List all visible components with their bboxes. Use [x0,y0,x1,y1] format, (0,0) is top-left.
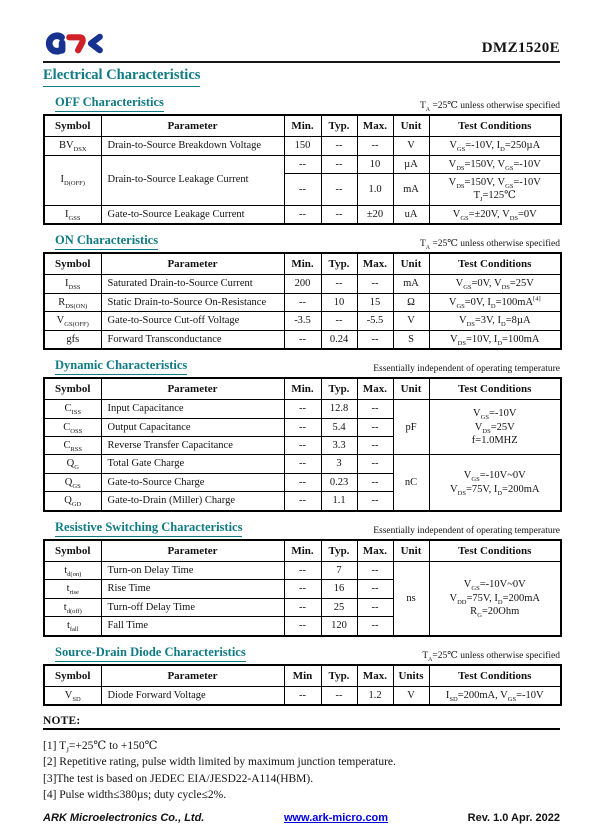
cell-min: -- [284,580,321,598]
cell-parameter: Gate-to-Source Leakage Current [101,205,284,224]
section-title: Resistive Switching Characteristics [55,520,242,537]
section-title: Dynamic Characteristics [55,358,187,375]
section-title: OFF Characteristics [55,95,164,112]
cell-test-conditions: $V_{DS}=150V$, $V_{GS}=-10V$ [429,155,561,173]
cell-max: 1.0 [357,173,393,205]
column-header-min: Min. [284,378,321,400]
section-title: Source-Drain Diode Characteristics [55,645,246,662]
column-header-min: Min. [284,115,321,137]
characteristics-sections [43,95,560,706]
cell-symbol: $C_{OSS}$ [44,418,101,436]
footer-website-link[interactable]: www.ark-micro.com [283,812,389,824]
cell-max: -- [357,455,393,473]
section-condition-note: $T_A$ =25℃ unless otherwise specified [419,239,560,252]
cell-parameter: Gate-to-Source Charge [101,473,284,491]
section-off-characteristics [43,95,560,225]
header-row [44,115,561,137]
note-item: [2] Repetitive rating, pulse width limited by maximum junction temperature. [43,756,396,769]
notes-label: NOTE: [43,715,81,728]
column-header-test-conditions: Test Conditions [429,540,561,562]
note-item: [4] Pulse width≤380µs; duty cycle≤2%. [43,789,227,802]
cell-test-conditions: $V_{GS}=\pm 20V$, $V_{DS}=0V$ [429,205,561,224]
column-header-typ: Typ. [321,540,357,562]
cell-parameter: Static Drain-to-Source On-Resistance [101,293,284,311]
column-header-unit: Unit [393,253,429,275]
section-heading-row [43,95,560,112]
cell-unit: nC [393,455,429,511]
cell-test-conditions: $I_{SD}=200mA$, $V_{GS}=-10V$ [429,686,561,705]
column-header-max: Max. [357,665,393,687]
cell-unit: µA [393,155,429,173]
cell-symbol: $t_{d(on)}$ [44,561,101,579]
column-header-parameter: Parameter [101,378,284,400]
cell-typ: 16 [321,580,357,598]
section-dynamic-characteristics [43,358,560,512]
cell-typ: -- [321,205,357,224]
column-header-test-conditions: Test Conditions [429,115,561,137]
cell-parameter: Turn-off Delay Time [101,598,284,616]
table-row [44,455,561,473]
cell-symbol: $V_{SD}$ [44,686,101,705]
column-header-typ: Typ. [321,378,357,400]
cell-min: -- [284,173,321,205]
cell-max: -- [357,275,393,293]
resistive-switching-characteristics-table [43,539,562,637]
notes-rule [43,728,560,730]
cell-max: 10 [357,155,393,173]
cell-max: -- [357,598,393,616]
cell-max: 1.2 [357,686,393,705]
cell-parameter: Input Capacitance [101,400,284,418]
cell-typ: -- [321,686,357,705]
cell-parameter: Drain-to-Source Leakage Current [101,155,284,205]
column-header-unit: Unit [393,540,429,562]
column-header-symbol: Symbol [44,253,101,275]
section-condition-note: Essentially independent of operating temperature [373,525,560,536]
note-item: [3]The test is based on JEDEC EIA/JESD22-A114(HBM). [43,772,314,785]
cell-parameter: Gate-to-Drain (Miller) Charge [101,492,284,511]
cell-max: -- [357,137,393,155]
cell-typ: -- [321,275,357,293]
section-heading-row [43,520,560,537]
cell-max: -- [357,580,393,598]
column-header-unit: Unit [393,115,429,137]
header-row [44,253,561,275]
section-source-drain-diode-characteristics [43,645,560,707]
cell-max: -- [357,437,393,455]
cell-typ: 5.4 [321,418,357,436]
cell-unit: pF [393,400,429,455]
cell-symbol: $t_{rise}$ [44,580,101,598]
footer-company: ARK Microelectronics Co., Ltd. [43,812,205,824]
column-header-symbol: Symbol [44,378,101,400]
cell-parameter: Gate-to-Source Cut-off Voltage [101,312,284,330]
cell-min: 150 [284,137,321,155]
cell-parameter: Fall Time [101,617,284,636]
column-header-symbol: Symbol [44,540,101,562]
cell-symbol: $BV_{DSX}$ [44,137,101,155]
cell-min: -- [284,437,321,455]
cell-typ: -- [321,137,357,155]
part-number: DMZ1520E [481,40,560,56]
cell-max: -- [357,330,393,349]
cell-min: 200 [284,275,321,293]
table-row [44,275,561,293]
table-row [44,155,561,173]
footer-revision: Rev. 1.0 Apr. 2022 [467,812,560,824]
column-header-max: Max. [357,253,393,275]
cell-test-conditions: $V_{GS}=0V$, $I_D=100mA[4]$ [429,293,561,311]
cell-test-conditions: $V_{DS}=3V$, $I_D=8\mu A$ [429,312,561,330]
table-row [44,137,561,155]
ark-logo [43,29,107,58]
cell-typ: 120 [321,617,357,636]
column-header-max: Max. [357,115,393,137]
table-row [44,293,561,311]
cell-test-conditions: $V_{GS}=0V$, $V_{DS}=25V$ [429,275,561,293]
table-row [44,312,561,330]
cell-parameter: Turn-on Delay Time [101,561,284,579]
cell-test-conditions: $V_{DS}=10V$, $I_D=100mA$ [429,330,561,349]
cell-typ: -- [321,155,357,173]
cell-min: -- [284,561,321,579]
column-header-symbol: Symbol [44,665,101,687]
column-header-test-conditions: Test Conditions [429,665,561,687]
cell-symbol: $C_{ISS}$ [44,400,101,418]
column-header-max: Max. [357,540,393,562]
column-header-parameter: Parameter [101,253,284,275]
cell-typ: 10 [321,293,357,311]
cell-max: -- [357,561,393,579]
cell-parameter: Drain-to-Source Breakdown Voltage [101,137,284,155]
column-header-units: Units [393,665,429,687]
column-header-parameter: Parameter [101,115,284,137]
section-condition-note: $T_A$ =25℃ unless otherwise specified [419,101,560,113]
cell-min: -- [284,617,321,636]
cell-min: -- [284,418,321,436]
notes-list [43,738,560,803]
cell-min: -- [284,330,321,349]
header-row [44,540,561,562]
cell-test-conditions: $V_{DS}=150V$, $V_{GS}=-10V$ $T_J=125℃$ [429,173,561,205]
cell-typ: 12.8 [321,400,357,418]
cell-test-conditions: $V_{GS}=-10V\sim 0V$ $V_{DS}=75V$, $I_D=200mA$ [429,455,561,511]
cell-unit: mA [393,275,429,293]
cell-unit: S [393,330,429,349]
cell-parameter: Diode Forward Voltage [101,686,284,705]
column-header-unit: Unit [393,378,429,400]
cell-typ: 3.3 [321,437,357,455]
column-header-test-conditions: Test Conditions [429,253,561,275]
page-footer [43,812,560,824]
cell-typ: -- [321,173,357,205]
cell-unit: uA [393,205,429,224]
cell-min: -- [284,400,321,418]
cell-typ: 0.23 [321,473,357,491]
cell-typ: 3 [321,455,357,473]
table-row [44,686,561,705]
cell-min: -- [284,686,321,705]
cell-unit: V [393,137,429,155]
cell-parameter: Forward Transconductance [101,330,284,349]
column-header-parameter: Parameter [101,540,284,562]
column-header-parameter: Parameter [101,665,284,687]
cell-min: -- [284,293,321,311]
cell-parameter: Total Gate Charge [101,455,284,473]
table-row [44,400,561,418]
source-drain-diode-characteristics-table [43,664,562,707]
cell-test-conditions: $V_{GS}=-10V$, $I_D=250\mu A$ [429,137,561,155]
cell-symbol: $Q_{GS}$ [44,473,101,491]
cell-max: -- [357,473,393,491]
cell-parameter: Reverse Transfer Capacitance [101,437,284,455]
cell-unit: V [393,312,429,330]
header-row [44,665,561,687]
section-title: ON Characteristics [55,233,158,250]
cell-symbol: $V_{GS(OFF)}$ [44,312,101,330]
cell-symbol: $I_{DSS}$ [44,275,101,293]
cell-min: -- [284,155,321,173]
header-rule [43,61,560,63]
cell-typ: 0.24 [321,330,357,349]
section-on-characteristics [43,233,560,350]
cell-symbol: $C_{RSS}$ [44,437,101,455]
cell-parameter: Saturated Drain-to-Source Current [101,275,284,293]
table-row [44,330,561,349]
cell-symbol: $I_{GSS}$ [44,205,101,224]
cell-symbol: $t_{d(off)}$ [44,598,101,616]
cell-unit: Ω [393,293,429,311]
cell-symbol: $Q_G$ [44,455,101,473]
cell-symbol: $t_{fall}$ [44,617,101,636]
column-header-min: Min. [284,540,321,562]
cell-units: V [393,686,429,705]
column-header-min: Min. [284,253,321,275]
cell-max: -- [357,400,393,418]
cell-max: 15 [357,293,393,311]
cell-min: -- [284,598,321,616]
note-item: [1] $T_J=+25℃$ to +150℃ [43,740,158,755]
section-condition-note: $T_A=25℃$ unless otherwise specified [422,650,560,663]
cell-max: -- [357,492,393,511]
cell-symbol: $I_{D(OFF)}$ [44,155,101,205]
cell-min: -- [284,492,321,511]
cell-typ: 1.1 [321,492,357,511]
column-header-typ: Typ. [321,665,357,687]
cell-max: -- [357,617,393,636]
dynamic-characteristics-table [43,377,562,512]
cell-min: -3.5 [284,312,321,330]
section-condition-note: Essentially independent of operating temperature [373,364,560,375]
off-characteristics-table [43,114,562,225]
page-header [43,28,560,58]
page-title: Electrical Characteristics [43,67,200,87]
ark-logo-icon [43,29,107,58]
cell-test-conditions: $V_{GS}=-10V\sim 0V$ $V_{DD}=75V$, $I_D=200mA$ $R_G=20Ohm$ [429,561,561,635]
section-heading-row [43,645,560,662]
cell-min: -- [284,455,321,473]
column-header-min: Min [284,665,321,687]
cell-symbol: $Q_{GD}$ [44,492,101,511]
column-header-test-conditions: Test Conditions [429,378,561,400]
table-row [44,561,561,579]
column-header-typ: Typ. [321,115,357,137]
cell-parameter: Output Capacitance [101,418,284,436]
cell-symbol: gfs [44,330,101,349]
section-heading-row [43,358,560,375]
cell-typ: 7 [321,561,357,579]
cell-min: -- [284,205,321,224]
column-header-max: Max. [357,378,393,400]
cell-unit: ns [393,561,429,635]
cell-max: -- [357,418,393,436]
cell-test-conditions: $V_{GS}=-10V$ $V_{DS}=25V$ f=1.0MHZ [429,400,561,455]
table-row [44,205,561,224]
cell-symbol: $R_{DS(ON)}$ [44,293,101,311]
cell-max: -5.5 [357,312,393,330]
cell-typ: 25 [321,598,357,616]
column-header-typ: Typ. [321,253,357,275]
cell-min: -- [284,473,321,491]
cell-parameter: Rise Time [101,580,284,598]
notes-section [43,715,560,803]
cell-typ: -- [321,312,357,330]
column-header-symbol: Symbol [44,115,101,137]
on-characteristics-table [43,252,562,350]
cell-unit: mA [393,173,429,205]
header-row [44,378,561,400]
section-resistive-switching-characteristics [43,520,560,637]
cell-max: ±20 [357,205,393,224]
section-heading-row [43,233,560,250]
